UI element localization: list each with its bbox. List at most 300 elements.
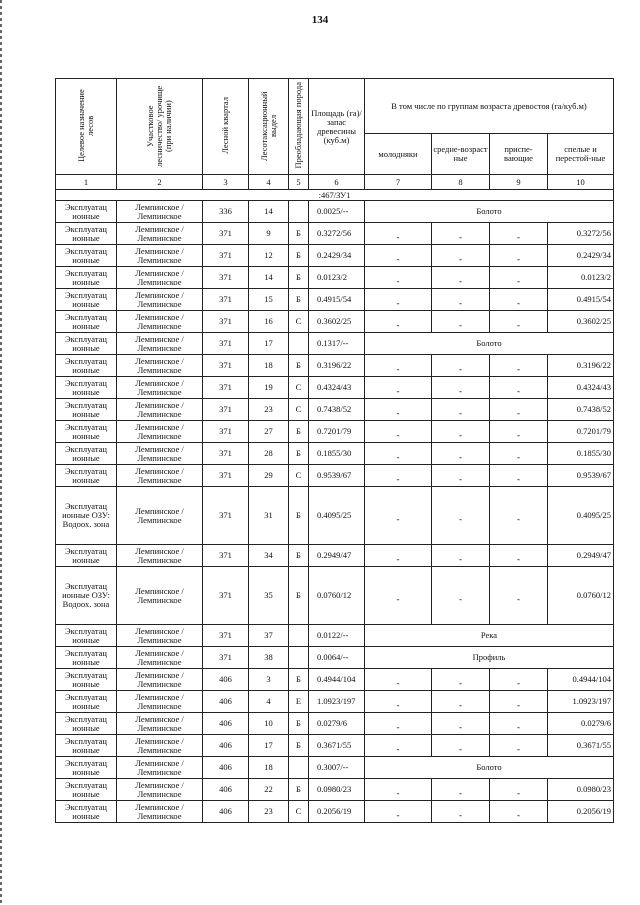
table-row (56, 545, 614, 567)
dash-mark: - (517, 298, 520, 308)
dash-mark: - (396, 320, 400, 330)
cell-forestry: Лемпинское / Лемпинское (117, 545, 203, 567)
cell-area: 0.3602/25 (309, 311, 365, 333)
cell-mature: 0.0760/12 (548, 567, 614, 625)
dash-mark: - (396, 364, 400, 374)
dash-mark: - (396, 722, 400, 732)
dash-mark: - (396, 810, 400, 820)
dash-mark: - (459, 474, 462, 484)
cell-allotment: 22 (249, 779, 289, 801)
cell-maturing (490, 421, 548, 443)
cell-species: Б (289, 487, 309, 545)
dash-mark: - (396, 514, 400, 524)
page-number: 134 (311, 14, 329, 26)
cell-allotment: 19 (249, 377, 289, 399)
cell-allotment: 23 (249, 399, 289, 421)
cell-quarter: 371 (203, 311, 249, 333)
cell-forestry: Лемпинское / Лемпинское (117, 421, 203, 443)
cell-young (365, 223, 432, 245)
cell-purpose: Эксплуатац ионные (56, 355, 117, 377)
cell-middle-aged (432, 223, 490, 245)
cell-mature: 0.0980/23 (548, 779, 614, 801)
dash-mark: - (459, 678, 462, 688)
cell-mature: 0.7438/52 (548, 399, 614, 421)
cell-purpose: Эксплуатац ионные (56, 713, 117, 735)
cell-species: Б (289, 713, 309, 735)
cell-purpose: Эксплуатац ионные (56, 399, 117, 421)
cell-mature: 0.9539/67 (548, 465, 614, 487)
table-row (56, 421, 614, 443)
cell-young (365, 567, 432, 625)
cell-young (365, 465, 432, 487)
dash-mark: - (459, 254, 462, 264)
cell-quarter: 406 (203, 779, 249, 801)
cell-forestry: Лемпинское / Лемпинское (117, 377, 203, 399)
table-row (56, 201, 614, 223)
table-row (56, 245, 614, 267)
dash-mark: - (517, 594, 520, 604)
table-row (56, 465, 614, 487)
cell-mature: 0.1855/30 (548, 443, 614, 465)
cell-allotment: 9 (249, 223, 289, 245)
column-number: 7 (365, 175, 432, 190)
cell-species: С (289, 377, 309, 399)
cell-area: 0.4944/104 (309, 669, 365, 691)
cell-young (365, 545, 432, 567)
cell-purpose: Эксплуатац ионные (56, 311, 117, 333)
cell-young (365, 735, 432, 757)
cell-quarter: 371 (203, 567, 249, 625)
cell-purpose: Эксплуатац ионные ОЗУ: Водоох. зона (56, 487, 117, 545)
dash-mark: - (459, 722, 462, 732)
cell-young (365, 289, 432, 311)
cell-mature: 0.4915/54 (548, 289, 614, 311)
dash-mark: - (396, 254, 400, 264)
table-row (56, 311, 614, 333)
cell-quarter: 371 (203, 487, 249, 545)
cell-forestry: Лемпинское / Лемпинское (117, 779, 203, 801)
cell-allotment: 38 (249, 647, 289, 669)
dash-mark: - (517, 276, 520, 286)
cell-middle-aged (432, 801, 490, 823)
cell-species: Б (289, 289, 309, 311)
cell-mature: 0.4944/104 (548, 669, 614, 691)
column-number: 8 (432, 175, 490, 190)
cell-area: 0.7438/52 (309, 399, 365, 421)
header-young: молодняки (365, 134, 432, 175)
cell-purpose: Эксплуатац ионные (56, 333, 117, 355)
cell-forestry: Лемпинское / Лемпинское (117, 443, 203, 465)
cell-species: Б (289, 223, 309, 245)
cell-area: 0.0025/-- (309, 201, 365, 223)
header-species: Преобладающая порода (289, 79, 309, 175)
cell-quarter: 371 (203, 377, 249, 399)
header-area: Площадь (га)/запас древесины (куб.м) (309, 79, 365, 175)
cell-middle-aged (432, 735, 490, 757)
cell-purpose: Эксплуатац ионные (56, 691, 117, 713)
cell-mature: 0.2949/47 (548, 545, 614, 567)
dash-mark: - (517, 810, 520, 820)
dash-mark: - (396, 788, 400, 798)
cell-purpose: Эксплуатац ионные (56, 545, 117, 567)
dash-mark: - (517, 514, 520, 524)
cell-maturing (490, 801, 548, 823)
cell-maturing (490, 311, 548, 333)
forest-allotment-table (55, 78, 614, 823)
cell-species: С (289, 465, 309, 487)
cell-mature: 0.2056/19 (548, 801, 614, 823)
cell-mature: 0.7201/79 (548, 421, 614, 443)
cell-quarter: 371 (203, 465, 249, 487)
cell-mature: 0.0279/6 (548, 713, 614, 735)
cell-middle-aged (432, 779, 490, 801)
cell-land-note: Профиль (365, 647, 614, 669)
cell-species (289, 201, 309, 223)
dash-mark: - (517, 722, 520, 732)
cell-species (289, 757, 309, 779)
cell-middle-aged (432, 713, 490, 735)
dash-mark: - (517, 678, 520, 688)
cell-young (365, 443, 432, 465)
cell-purpose: Эксплуатац ионные (56, 443, 117, 465)
column-numbers-row (56, 175, 614, 190)
cell-purpose: Эксплуатац ионные (56, 201, 117, 223)
cell-maturing (490, 267, 548, 289)
dash-mark: - (396, 744, 400, 754)
cell-area: 0.4095/25 (309, 487, 365, 545)
cell-middle-aged (432, 443, 490, 465)
column-number: 3 (203, 175, 249, 190)
cell-mature: 0.3602/25 (548, 311, 614, 333)
table-row (56, 399, 614, 421)
header-quarter: Лесной квартал (203, 79, 249, 175)
cell-quarter: 406 (203, 713, 249, 735)
cell-middle-aged (432, 545, 490, 567)
cell-purpose: Эксплуатац ионные (56, 757, 117, 779)
cell-forestry: Лемпинское / Лемпинское (117, 355, 203, 377)
cell-allotment: 29 (249, 465, 289, 487)
cell-allotment: 14 (249, 201, 289, 223)
cell-purpose: Эксплуатац ионные (56, 245, 117, 267)
cell-area: 1.0923/197 (309, 691, 365, 713)
column-number: 4 (249, 175, 289, 190)
dash-mark: - (459, 386, 462, 396)
cell-purpose: Эксплуатац ионные (56, 735, 117, 757)
cell-forestry: Лемпинское / Лемпинское (117, 801, 203, 823)
dash-mark: - (517, 700, 520, 710)
cell-area: 0.3196/22 (309, 355, 365, 377)
cell-species: Б (289, 779, 309, 801)
cell-forestry: Лемпинское / Лемпинское (117, 311, 203, 333)
table-row (56, 355, 614, 377)
cell-area: 0.4915/54 (309, 289, 365, 311)
cell-forestry: Лемпинское / Лемпинское (117, 201, 203, 223)
cell-forestry: Лемпинское / Лемпинское (117, 567, 203, 625)
cell-species: Б (289, 735, 309, 757)
cell-area: 0.1855/30 (309, 443, 365, 465)
cell-maturing (490, 691, 548, 713)
cell-area: 0.3671/55 (309, 735, 365, 757)
section-row (56, 190, 614, 201)
cell-forestry: Лемпинское / Лемпинское (117, 399, 203, 421)
cell-allotment: 12 (249, 245, 289, 267)
cell-allotment: 18 (249, 757, 289, 779)
cell-allotment: 17 (249, 333, 289, 355)
dash-mark: - (459, 594, 462, 604)
table-row (56, 669, 614, 691)
cell-allotment: 23 (249, 801, 289, 823)
cell-area: 0.2429/34 (309, 245, 365, 267)
table-row (56, 735, 614, 757)
cell-mature: 0.3671/55 (548, 735, 614, 757)
cell-land-note: Река (365, 625, 614, 647)
header-age-groups: В том числе по группам возраста древостоя (га/куб.м) (365, 79, 614, 134)
cell-area: 0.3272/56 (309, 223, 365, 245)
dash-mark: - (459, 744, 462, 754)
cell-young (365, 421, 432, 443)
cell-area: 0.2056/19 (309, 801, 365, 823)
cell-allotment: 27 (249, 421, 289, 443)
table-row (56, 625, 614, 647)
cell-area: 0.0122/-- (309, 625, 365, 647)
cell-forestry: Лемпинское / Лемпинское (117, 333, 203, 355)
cell-area: 0.0123/2 (309, 267, 365, 289)
cell-mature: 0.2429/34 (548, 245, 614, 267)
cell-forestry: Лемпинское / Лемпинское (117, 625, 203, 647)
cell-purpose: Эксплуатац ионные (56, 801, 117, 823)
dash-mark: - (459, 514, 462, 524)
cell-maturing (490, 399, 548, 421)
cell-middle-aged (432, 421, 490, 443)
cell-young (365, 669, 432, 691)
cell-allotment: 28 (249, 443, 289, 465)
cell-forestry: Лемпинское / Лемпинское (117, 669, 203, 691)
dash-mark: - (396, 700, 400, 710)
cell-middle-aged (432, 289, 490, 311)
cell-middle-aged (432, 267, 490, 289)
dash-mark: - (459, 810, 462, 820)
cell-purpose: Эксплуатац ионные (56, 647, 117, 669)
cell-maturing (490, 713, 548, 735)
cell-species: Б (289, 443, 309, 465)
table-row (56, 567, 614, 625)
cell-young (365, 267, 432, 289)
dash-mark: - (459, 452, 462, 462)
cell-mature: 0.4324/43 (548, 377, 614, 399)
cell-maturing (490, 289, 548, 311)
dash-mark: - (517, 254, 520, 264)
dash-mark: - (396, 232, 400, 242)
cell-young (365, 399, 432, 421)
dash-mark: - (396, 678, 400, 688)
cell-species (289, 647, 309, 669)
cell-young (365, 779, 432, 801)
cell-species (289, 333, 309, 355)
cell-allotment: 16 (249, 311, 289, 333)
cell-quarter: 371 (203, 443, 249, 465)
table-row (56, 289, 614, 311)
cell-maturing (490, 545, 548, 567)
cell-maturing (490, 355, 548, 377)
dash-mark: - (517, 452, 520, 462)
column-number: 2 (117, 175, 203, 190)
cell-purpose: Эксплуатац ионные (56, 377, 117, 399)
cell-land-note: Болото (365, 333, 614, 355)
cell-young (365, 245, 432, 267)
cell-area: 0.0980/23 (309, 779, 365, 801)
cell-forestry: Лемпинское / Лемпинское (117, 691, 203, 713)
cell-middle-aged (432, 311, 490, 333)
table-row (56, 801, 614, 823)
cell-allotment: 4 (249, 691, 289, 713)
cell-quarter: 371 (203, 421, 249, 443)
dash-mark: - (517, 364, 520, 374)
cell-area: 0.0064/-- (309, 647, 365, 669)
cell-species: С (289, 311, 309, 333)
dash-mark: - (396, 276, 400, 286)
cell-middle-aged (432, 487, 490, 545)
cell-area: 0.0760/12 (309, 567, 365, 625)
cell-middle-aged (432, 245, 490, 267)
cell-young (365, 487, 432, 545)
table-row (56, 377, 614, 399)
cell-quarter: 406 (203, 669, 249, 691)
cell-species: Б (289, 355, 309, 377)
dash-mark: - (459, 276, 462, 286)
cell-forestry: Лемпинское / Лемпинское (117, 735, 203, 757)
cell-land-note: Болото (365, 757, 614, 779)
cell-maturing (490, 223, 548, 245)
cell-quarter: 406 (203, 801, 249, 823)
cell-forestry: Лемпинское / Лемпинское (117, 757, 203, 779)
column-number: 5 (289, 175, 309, 190)
cell-species: Б (289, 669, 309, 691)
dash-mark: - (459, 554, 462, 564)
dash-mark: - (517, 474, 520, 484)
table-row (56, 443, 614, 465)
header-purpose: Целевое назначение лесов (56, 79, 117, 175)
cell-area: 0.7201/79 (309, 421, 365, 443)
cell-area: 0.1317/-- (309, 333, 365, 355)
cell-quarter: 406 (203, 691, 249, 713)
column-number: 10 (548, 175, 614, 190)
cell-quarter: 371 (203, 289, 249, 311)
table-row (56, 713, 614, 735)
cell-quarter: 371 (203, 223, 249, 245)
cell-quarter: 371 (203, 333, 249, 355)
cell-allotment: 35 (249, 567, 289, 625)
table-row (56, 779, 614, 801)
dash-mark: - (396, 430, 400, 440)
cell-forestry: Лемпинское / Лемпинское (117, 647, 203, 669)
dash-mark: - (459, 430, 462, 440)
cell-allotment: 37 (249, 625, 289, 647)
cell-allotment: 34 (249, 545, 289, 567)
cell-species: Б (289, 567, 309, 625)
cell-maturing (490, 779, 548, 801)
dash-mark: - (517, 744, 520, 754)
cell-allotment: 18 (249, 355, 289, 377)
cell-purpose: Эксплуатац ионные (56, 267, 117, 289)
cell-quarter: 371 (203, 355, 249, 377)
cell-mature: 0.3196/22 (548, 355, 614, 377)
cell-species: Е (289, 691, 309, 713)
cell-quarter: 406 (203, 757, 249, 779)
cell-purpose: Эксплуатац ионные (56, 465, 117, 487)
cell-allotment: 10 (249, 713, 289, 735)
dash-mark: - (459, 232, 462, 242)
cell-forestry: Лемпинское / Лемпинское (117, 487, 203, 545)
cell-young (365, 713, 432, 735)
cell-area: 0.9539/67 (309, 465, 365, 487)
column-number: 9 (490, 175, 548, 190)
cell-species: Б (289, 267, 309, 289)
table-row (56, 691, 614, 713)
cell-area: 0.2949/47 (309, 545, 365, 567)
cell-forestry: Лемпинское / Лемпинское (117, 289, 203, 311)
cell-mature: 0.0123/2 (548, 267, 614, 289)
cell-species: Б (289, 245, 309, 267)
cell-quarter: 371 (203, 245, 249, 267)
cell-area: 0.3007/-- (309, 757, 365, 779)
cell-quarter: 406 (203, 735, 249, 757)
cell-maturing (490, 245, 548, 267)
cell-allotment: 31 (249, 487, 289, 545)
dash-mark: - (517, 788, 520, 798)
cell-middle-aged (432, 399, 490, 421)
table-row (56, 757, 614, 779)
scan-edge (0, 0, 2, 905)
dash-mark: - (459, 408, 462, 418)
cell-forestry: Лемпинское / Лемпинское (117, 267, 203, 289)
cell-allotment: 3 (249, 669, 289, 691)
cell-young (365, 355, 432, 377)
dash-mark: - (517, 232, 520, 242)
cell-allotment: 14 (249, 267, 289, 289)
cell-mature: 0.4095/25 (548, 487, 614, 545)
header-maturing: приспе-вающие (490, 134, 548, 175)
table-row (56, 647, 614, 669)
dash-mark: - (517, 430, 520, 440)
cell-area: 0.4324/43 (309, 377, 365, 399)
cell-middle-aged (432, 355, 490, 377)
cell-forestry: Лемпинское / Лемпинское (117, 245, 203, 267)
header-forestry: Участковое лесничество/ урочище (при наличии) (117, 79, 203, 175)
dash-mark: - (517, 554, 520, 564)
cell-young (365, 801, 432, 823)
cell-species: Б (289, 545, 309, 567)
column-number: 1 (56, 175, 117, 190)
cell-purpose: Эксплуатац ионные (56, 669, 117, 691)
cell-middle-aged (432, 465, 490, 487)
cell-allotment: 17 (249, 735, 289, 757)
cell-forestry: Лемпинское / Лемпинское (117, 223, 203, 245)
dash-mark: - (517, 320, 520, 330)
cell-species: С (289, 801, 309, 823)
dash-mark: - (459, 788, 462, 798)
header-mature: спелые и перестой-ные (548, 134, 614, 175)
cell-species (289, 625, 309, 647)
cell-forestry: Лемпинское / Лемпинское (117, 713, 203, 735)
section-label: :467/ЗУ1 (56, 190, 614, 201)
cell-purpose: Эксплуатац ионные ОЗУ: Водоох. зона (56, 567, 117, 625)
dash-mark: - (459, 364, 462, 374)
cell-mature: 0.3272/56 (548, 223, 614, 245)
cell-allotment: 15 (249, 289, 289, 311)
cell-purpose: Эксплуатац ионные (56, 289, 117, 311)
cell-maturing (490, 443, 548, 465)
cell-middle-aged (432, 567, 490, 625)
